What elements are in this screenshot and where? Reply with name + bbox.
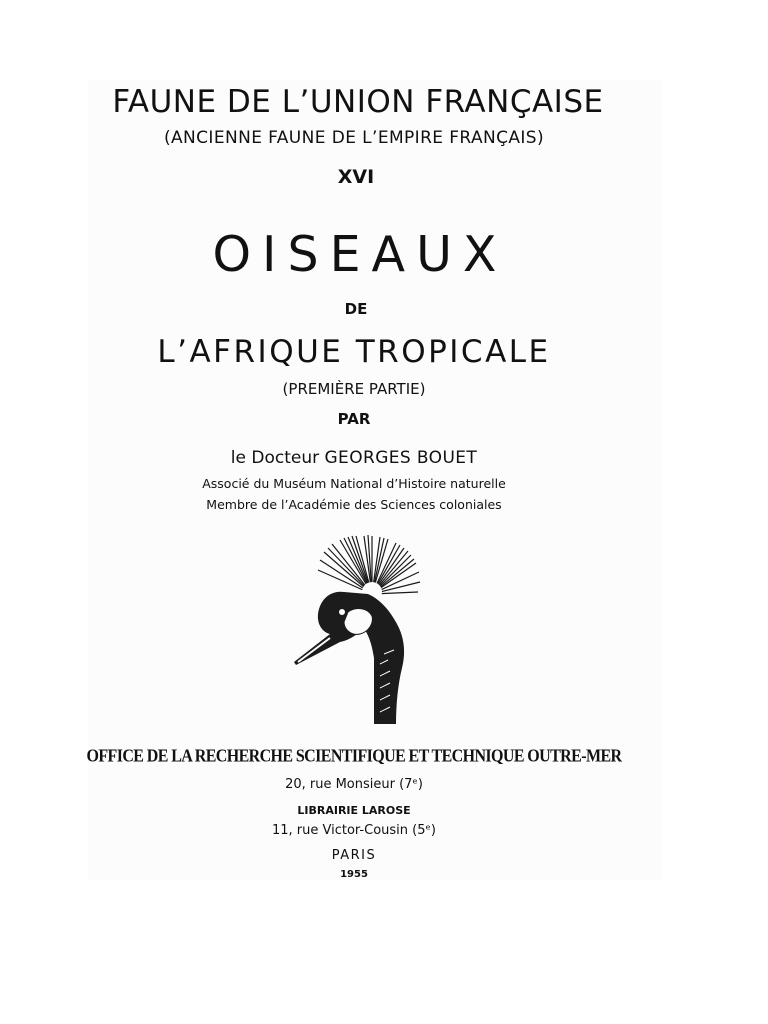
publication-year: 1955 [340, 869, 368, 880]
publisher-address: 20, rue Monsieur (7ᵉ) [285, 777, 423, 792]
author-name: GEORGES BOUET [324, 448, 478, 468]
publication-city: PARIS [331, 848, 377, 863]
book-title: OISEAUX [212, 226, 508, 283]
volume-number: XVI [337, 166, 375, 188]
by-line: PAR [337, 410, 371, 428]
author-affiliation-1: Associé du Muséum National d’Histoire naturelle [202, 476, 506, 491]
series-title: FAUNE DE L’UNION FRANÇAISE [112, 84, 604, 120]
title-connector: DE [344, 300, 368, 318]
crowned-crane-head-icon [284, 534, 434, 730]
bookseller-name: LIBRAIRIE LAROSE [297, 804, 411, 817]
author-line [0, 448, 738, 468]
book-part: (PREMIÈRE PARTIE) [282, 380, 426, 398]
author-affiliation-2: Membre de l’Académie des Sciences coloniales [206, 497, 502, 512]
publisher-name: OFFICE DE LA RECHERCHE SCIENTIFIQUE ET TECHNIQUE OUTRE-MER [86, 746, 622, 767]
bookseller-address: 11, rue Victor-Cousin (5ᵉ) [271, 823, 436, 838]
series-subtitle: (ANCIENNE FAUNE DE L’EMPIRE FRANÇAIS) [163, 128, 545, 148]
book-subtitle: L’AFRIQUE TROPICALE [157, 334, 551, 370]
author-prefix: le Docteur [230, 448, 320, 468]
